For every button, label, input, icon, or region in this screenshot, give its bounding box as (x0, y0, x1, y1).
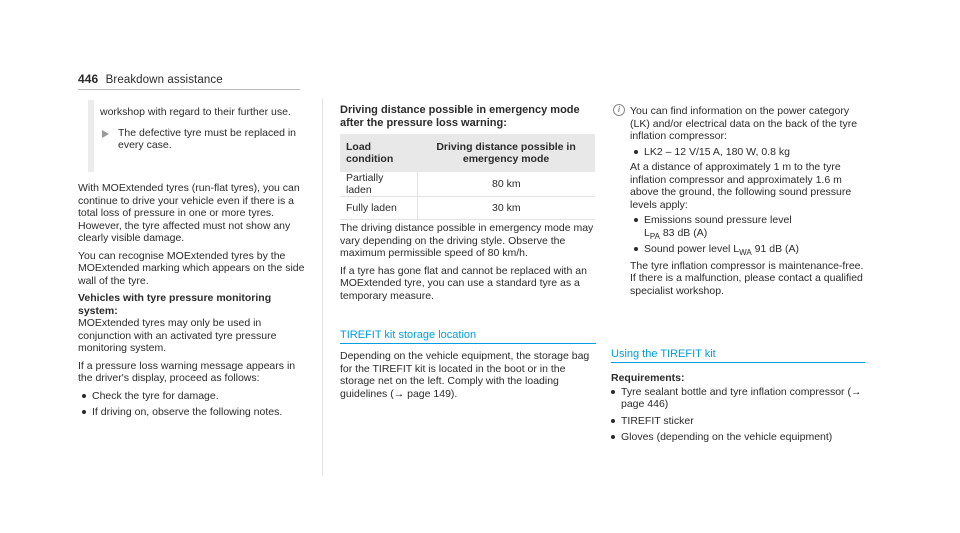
sound-power-label: Sound power level L (644, 243, 740, 255)
page-number: 446 (78, 72, 99, 86)
info-block (630, 105, 866, 302)
list-item (630, 214, 866, 240)
sound-pressure-symbol: L (644, 226, 650, 239)
step-arrow-icon (102, 130, 109, 138)
list-item: Gloves (depending on the vehicle equipment) (611, 431, 863, 444)
section-title: Breakdown assistance (105, 74, 223, 86)
table-cell: 30 km (417, 197, 595, 220)
bullet-list (78, 390, 310, 419)
table-title: Driving distance possible in emergency mode after the pressure loss warning: (340, 104, 580, 129)
note-bar (88, 100, 94, 172)
paragraph: You can recognise MOExtended tyres by the MOExtended marking which appears on the side wall of the tyre. (78, 249, 305, 287)
note-text: workshop with regard to their further use. (100, 106, 291, 118)
table-cell: Partially laden (340, 172, 417, 197)
column-divider (322, 98, 323, 476)
requirements-block (611, 372, 863, 448)
paragraph: At a distance of approximately 1 m to the tyre inflation compressor and approximately 1.6 m above the ground, the following sound pressure levels apply: (630, 161, 852, 211)
list-item: Tyre sealant bottle and tyre inflation compressor (→ page 446) (611, 386, 863, 411)
section-heading-storage: TIREFIT kit storage location (340, 329, 477, 341)
list-item: If driving on, observe the following notes. (78, 406, 310, 419)
storage-text (340, 350, 594, 405)
paragraph: With MOExtended tyres (run-flat tyres), you can continue to drive your vehicle even if there is a total loss of pressure in one or more tyres. However, the tyre affected must not show any clearly visible damage. (78, 182, 300, 244)
paragraph: If a pressure loss warning message appears in the driver's display, proceed as follows: (78, 359, 296, 384)
table-row (340, 172, 595, 197)
note-box (100, 106, 305, 152)
section-rule (611, 362, 865, 363)
sound-pressure-value: 83 dB (A) (662, 226, 708, 239)
table-row (340, 197, 595, 220)
subheading: Vehicles with tyre pressure monitoring system: (78, 292, 272, 317)
sound-pressure-subscript: PA (649, 231, 660, 241)
sound-power-subscript: WA (739, 248, 752, 257)
paragraph: Depending on the vehicle equipment, the storage bag for the TIREFIT kit is located in the boot or in the storage net on the left. Comply with the loading guidelines (→ page 149). (340, 350, 590, 400)
section-rule (340, 343, 596, 344)
sound-list (630, 214, 866, 257)
info-icon: i (613, 104, 625, 116)
distance-table (340, 134, 595, 220)
table-cell: Fully laden (340, 197, 417, 220)
list-item: Check the tyre for damage. (78, 390, 310, 403)
header-rule (78, 89, 300, 90)
column-1 (78, 182, 310, 423)
sound-pressure-label: Emissions sound pressure level (644, 214, 792, 226)
list-item (630, 243, 866, 257)
paragraph: The tyre inflation compressor is maintenance-free. If there is a malfunction, please contact a qualified specialist workshop. (630, 259, 864, 297)
spec-list (630, 146, 866, 159)
step-text: The defective tyre must be replaced in every case. (118, 126, 297, 151)
column-2-text (340, 222, 594, 307)
requirements-label: Requirements: (611, 372, 685, 384)
page-header (78, 72, 223, 86)
list-item: LK2 – 12 V/15 A, 180 W, 0.8 kg (630, 146, 866, 159)
list-item: TIREFIT sticker (611, 415, 863, 428)
paragraph: If a tyre has gone flat and cannot be replaced with an MOExtended tyre, you can use a standard tyre as a temporary measure. (340, 264, 587, 302)
table-header: Load condition (340, 134, 417, 172)
paragraph: MOExtended tyres may only be used in conjunction with an activated tyre pressure monitoring system. (78, 317, 277, 354)
paragraph: You can find information on the power category (LK) and/or electrical data on the back of the tyre inflation compressor: (630, 105, 858, 142)
table-header: Driving distance possible in emergency mode (417, 134, 595, 172)
paragraph: The driving distance possible in emergency mode may vary depending on the driving style. Observe the maximum permissible speed of 80 km/h. (340, 222, 594, 259)
requirements-list (611, 386, 863, 444)
sound-power-value: 91 dB (A) (754, 243, 800, 255)
section-heading-using: Using the TIREFIT kit (611, 348, 716, 360)
table-cell: 80 km (417, 172, 595, 197)
step-item (100, 127, 305, 152)
